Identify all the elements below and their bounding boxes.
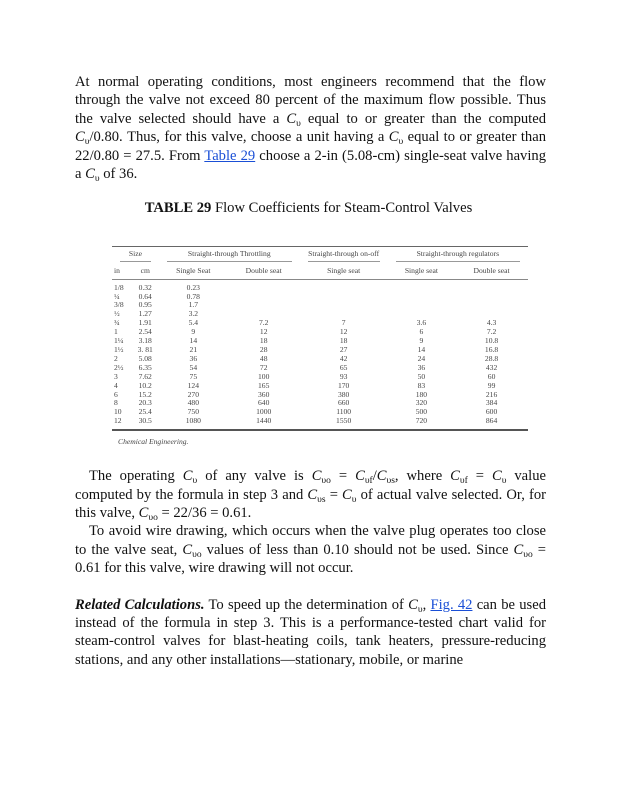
table-cell (388, 301, 455, 310)
table-row (112, 301, 528, 310)
text-run: To speed up the determination of (204, 596, 409, 613)
table-row (112, 328, 528, 337)
table-cell: 65 (339, 362, 348, 372)
text-run: = (325, 486, 343, 503)
table-cell: 1 (114, 327, 118, 337)
group-header-throttling: Straight-through Throttling (167, 250, 292, 262)
table-cell: 7 (341, 318, 346, 328)
subscript: υ (398, 137, 404, 148)
variable: C (388, 129, 399, 146)
table-cell: 3. 81 (137, 345, 153, 354)
text-run: of actual valve selected. Or, for this valve, (75, 486, 546, 521)
table-cell: 8 (114, 398, 118, 408)
table-cell: 10.8 (484, 336, 499, 346)
column-header: cm (132, 264, 159, 279)
group-header-on-off: Straight-through on-off (308, 250, 380, 262)
table-cell: 3/8 (114, 300, 124, 310)
table-caption: Flow Coefficients for Steam-Control Valves (215, 200, 473, 217)
subscript: υ (417, 604, 423, 615)
table-label: TABLE 29 (144, 200, 212, 217)
table-cell: 6.35 (138, 362, 152, 372)
text-run: The operating (89, 468, 183, 485)
table-cell: ¼ (114, 291, 120, 301)
table-cell: 180 (415, 389, 428, 399)
table-cell: 170 (337, 380, 350, 390)
table-cell: 5.08 (138, 353, 152, 363)
text-run: To avoid wire drawing, which occurs when the valve plug operates too close to the valve seat, (75, 523, 546, 558)
table-cell: 480 (187, 398, 200, 408)
table-cell: 1½ (114, 345, 124, 354)
table-cell: 5.4 (188, 318, 199, 328)
table-cell: 72 (259, 362, 268, 372)
variable: C (182, 468, 193, 485)
table-cell: 500 (415, 407, 428, 417)
table-cell: 2½ (114, 362, 124, 372)
table-cell: 18 (259, 336, 268, 346)
subscript: υo (192, 549, 202, 560)
table-cell: 1.27 (138, 309, 152, 319)
table-cell (455, 279, 528, 292)
table-row (112, 293, 528, 302)
table-cell: 360 (258, 389, 270, 399)
table-cell: 320 (415, 398, 428, 408)
table-row (112, 346, 528, 355)
run-in-heading: Related Calculations. (75, 596, 205, 613)
table-cell (455, 293, 528, 302)
cross-reference-link[interactable]: Fig. 42 (430, 596, 473, 613)
table-cell: 12 (112, 417, 132, 430)
table-cell: 0.78 (186, 291, 200, 301)
variable: C (138, 504, 149, 521)
table-cell: 1.7 (188, 300, 199, 310)
variable: C (450, 468, 460, 485)
group-header-size: Size (120, 250, 151, 262)
table-cell: 7.2 (486, 327, 497, 337)
variable: C (355, 468, 365, 485)
text-run: values of less than 0.10 should not be used. Since (201, 541, 514, 558)
table-cell: 432 (485, 362, 498, 372)
table-cell: 1100 (336, 407, 352, 417)
text-run: = 0.61 for this valve, wire drawing will not occur. (75, 541, 546, 577)
table-cell: 9 (191, 327, 196, 337)
subscript: υ (84, 137, 90, 148)
table-row (112, 279, 528, 292)
table-cell: 27 (339, 345, 348, 354)
table-cell: 124 (187, 380, 200, 390)
table-cell: ¾ (114, 318, 120, 328)
table-column-header-row (112, 264, 528, 279)
table-cell: 660 (337, 398, 350, 408)
table-cell: 28.8 (484, 353, 499, 363)
subscript: υo (523, 549, 533, 560)
table-cell: 99 (487, 380, 496, 390)
table-cell: 6 (419, 327, 424, 337)
text-run: value computed by the formula in step 3 and (75, 468, 546, 503)
paragraph-valve-selection (75, 73, 546, 183)
paragraph-related-calculations (75, 596, 546, 670)
subscript: υo (321, 476, 331, 487)
variable: C (182, 541, 193, 558)
text-run: can be used instead of the formula in step 3. This is a performance-tested chart valid for steam-control valves for blast-heating coils, tank heaters, pressure-reducing stations, and any other installations—stationary, mobile, or marine (75, 596, 546, 668)
variable: C (342, 486, 352, 503)
text-run: = (467, 468, 492, 485)
text-run: / (372, 468, 377, 485)
subscript: υ (351, 494, 357, 505)
table-cell: 1/8 (114, 282, 124, 292)
subscript: υ (94, 174, 100, 185)
table-cell: 380 (337, 389, 350, 399)
table-cell: 83 (417, 380, 426, 390)
table-cell: ½ (114, 309, 120, 319)
subscript: υs (317, 494, 326, 505)
table-cell: 20.3 (138, 398, 152, 408)
table-cell: 1440 (228, 417, 300, 430)
text-run: equal to or greater than 22/0.80 = 27.5. From (75, 129, 546, 164)
table-row (112, 364, 528, 373)
text-run: , where (394, 468, 451, 485)
table-cell: 100 (258, 371, 270, 381)
text-run: = (330, 468, 356, 485)
table-cell: 28 (259, 345, 268, 354)
table-cell: 165 (258, 380, 270, 390)
variable: C (376, 468, 387, 485)
table-cell: 216 (485, 389, 498, 399)
table-row (112, 382, 528, 391)
table-cell (388, 293, 455, 302)
column-header: in (112, 264, 132, 279)
text-run: choose a 2-in (5.08-cm) single-seat valve having a (75, 147, 546, 183)
variable: C (286, 110, 297, 127)
table-cell: 24 (417, 353, 426, 363)
paragraph-operating-cv (75, 467, 546, 577)
table-row (112, 399, 528, 408)
table-cell: 3.18 (138, 336, 152, 346)
table-cell: 7.62 (138, 371, 152, 381)
subscript: υ (501, 476, 507, 487)
table-cell (300, 293, 388, 302)
table-cell: 60 (487, 371, 496, 381)
table-cell: 3 (114, 371, 118, 381)
table-cell: 6 (114, 389, 118, 399)
table-group-header-row (112, 246, 528, 263)
table-cell: 0.95 (138, 300, 152, 310)
table-cell: 4 (114, 380, 118, 390)
variable: C (408, 596, 418, 613)
group-header-regulators: Straight-through regulators (396, 250, 520, 262)
table-cell: 1¼ (114, 336, 124, 346)
text-run: At normal operating conditions, most engineers recommend that the flow through the valve not exceed 80 percent of the maximum flow possible. Thus the valve selected should have a (75, 74, 546, 127)
subscript: υo (148, 512, 158, 523)
table-cell (388, 279, 455, 292)
table-cell: 10 (114, 407, 122, 417)
table-cell: 2 (114, 353, 118, 363)
table-cell: 50 (417, 371, 426, 381)
table-row (112, 355, 528, 364)
table-cell: 720 (388, 417, 455, 430)
table-cell: 12 (339, 327, 348, 337)
table-cell (228, 279, 300, 292)
table-cell: 21 (189, 345, 198, 354)
column-header: Double seat (228, 264, 300, 279)
subscript: υf (459, 476, 468, 487)
table-row (112, 408, 528, 417)
table-cell: 48 (259, 353, 268, 363)
table-cell: 36 (189, 353, 198, 363)
column-header: Single seat (300, 264, 388, 279)
table-cell: 640 (258, 398, 270, 408)
table-cell (228, 293, 300, 302)
table-row (112, 391, 528, 400)
table-cell: 3.2 (188, 309, 199, 319)
table-cell: 10.2 (138, 380, 152, 390)
table-cell: 3.6 (416, 318, 427, 328)
column-header: Single Seat (159, 264, 228, 279)
table-row (112, 373, 528, 382)
page-column (75, 73, 546, 669)
table-cell: 75 (189, 371, 198, 381)
table-cell: 54 (189, 362, 198, 372)
text-run: of 36. (99, 166, 138, 183)
table-cell: 15.2 (138, 389, 152, 399)
table-cell: 270 (187, 389, 200, 399)
column-header: Single seat (388, 264, 455, 279)
table-cell: 1000 (256, 407, 272, 417)
cross-reference-link[interactable]: Table 29 (204, 147, 256, 164)
variable: C (491, 468, 502, 485)
table-cell: 1080 (159, 417, 228, 430)
table-source: Chemical Engineering. (118, 437, 189, 447)
table-cell: 750 (187, 407, 200, 417)
table-cell: 2.54 (138, 327, 152, 337)
table-row (112, 337, 528, 346)
table-cell: 14 (417, 345, 426, 354)
table-cell: 600 (485, 407, 498, 417)
subscript: υf (364, 476, 373, 487)
table-cell: 7.2 (258, 318, 269, 328)
table-cell: 42 (339, 353, 348, 363)
text-run: of any valve is (197, 468, 312, 485)
text-run: = 22/36 = 0.61. (157, 504, 252, 521)
subscript: υs (386, 476, 395, 487)
table-cell: 0.32 (138, 282, 152, 292)
table-cell (228, 301, 300, 310)
variable: C (513, 541, 524, 558)
table-row (112, 319, 528, 328)
table-cell: 16.8 (484, 345, 499, 354)
table-cell (300, 279, 388, 292)
table-cell: 30.5 (132, 417, 159, 430)
text-run: equal to or greater than the computed (300, 110, 546, 127)
subscript: υ (296, 118, 301, 129)
table-title (0, 199, 617, 217)
table-cell (300, 301, 388, 310)
table-cell: 4.3 (486, 318, 497, 328)
table-cell: 9 (419, 336, 424, 346)
table-cell: 864 (455, 417, 528, 430)
variable: C (311, 468, 322, 485)
column-header: Double seat (455, 264, 528, 279)
table-cell: 18 (339, 336, 348, 346)
flow-coefficients-table (112, 246, 528, 447)
table-cell: 12 (259, 327, 268, 337)
table-cell: 1.91 (138, 318, 152, 328)
table-cell: 0.23 (186, 282, 200, 292)
table-cell: 0.64 (138, 291, 152, 301)
table-cell: 93 (339, 371, 348, 381)
table-cell: 384 (485, 398, 498, 408)
text-run: , (422, 596, 431, 613)
variable: C (75, 129, 85, 146)
table-cell: 25.4 (138, 407, 152, 417)
text-run: /0.80. Thus, for this valve, choose a unit having a (89, 129, 389, 146)
variable: C (307, 486, 318, 503)
table-cell: 14 (189, 336, 198, 346)
variable: C (85, 166, 95, 183)
table-row (112, 417, 528, 430)
table-cell (455, 301, 528, 310)
table-cell: 36 (417, 362, 426, 372)
table-cell: 1550 (300, 417, 388, 430)
subscript: υ (192, 476, 198, 487)
table-row (112, 310, 528, 319)
